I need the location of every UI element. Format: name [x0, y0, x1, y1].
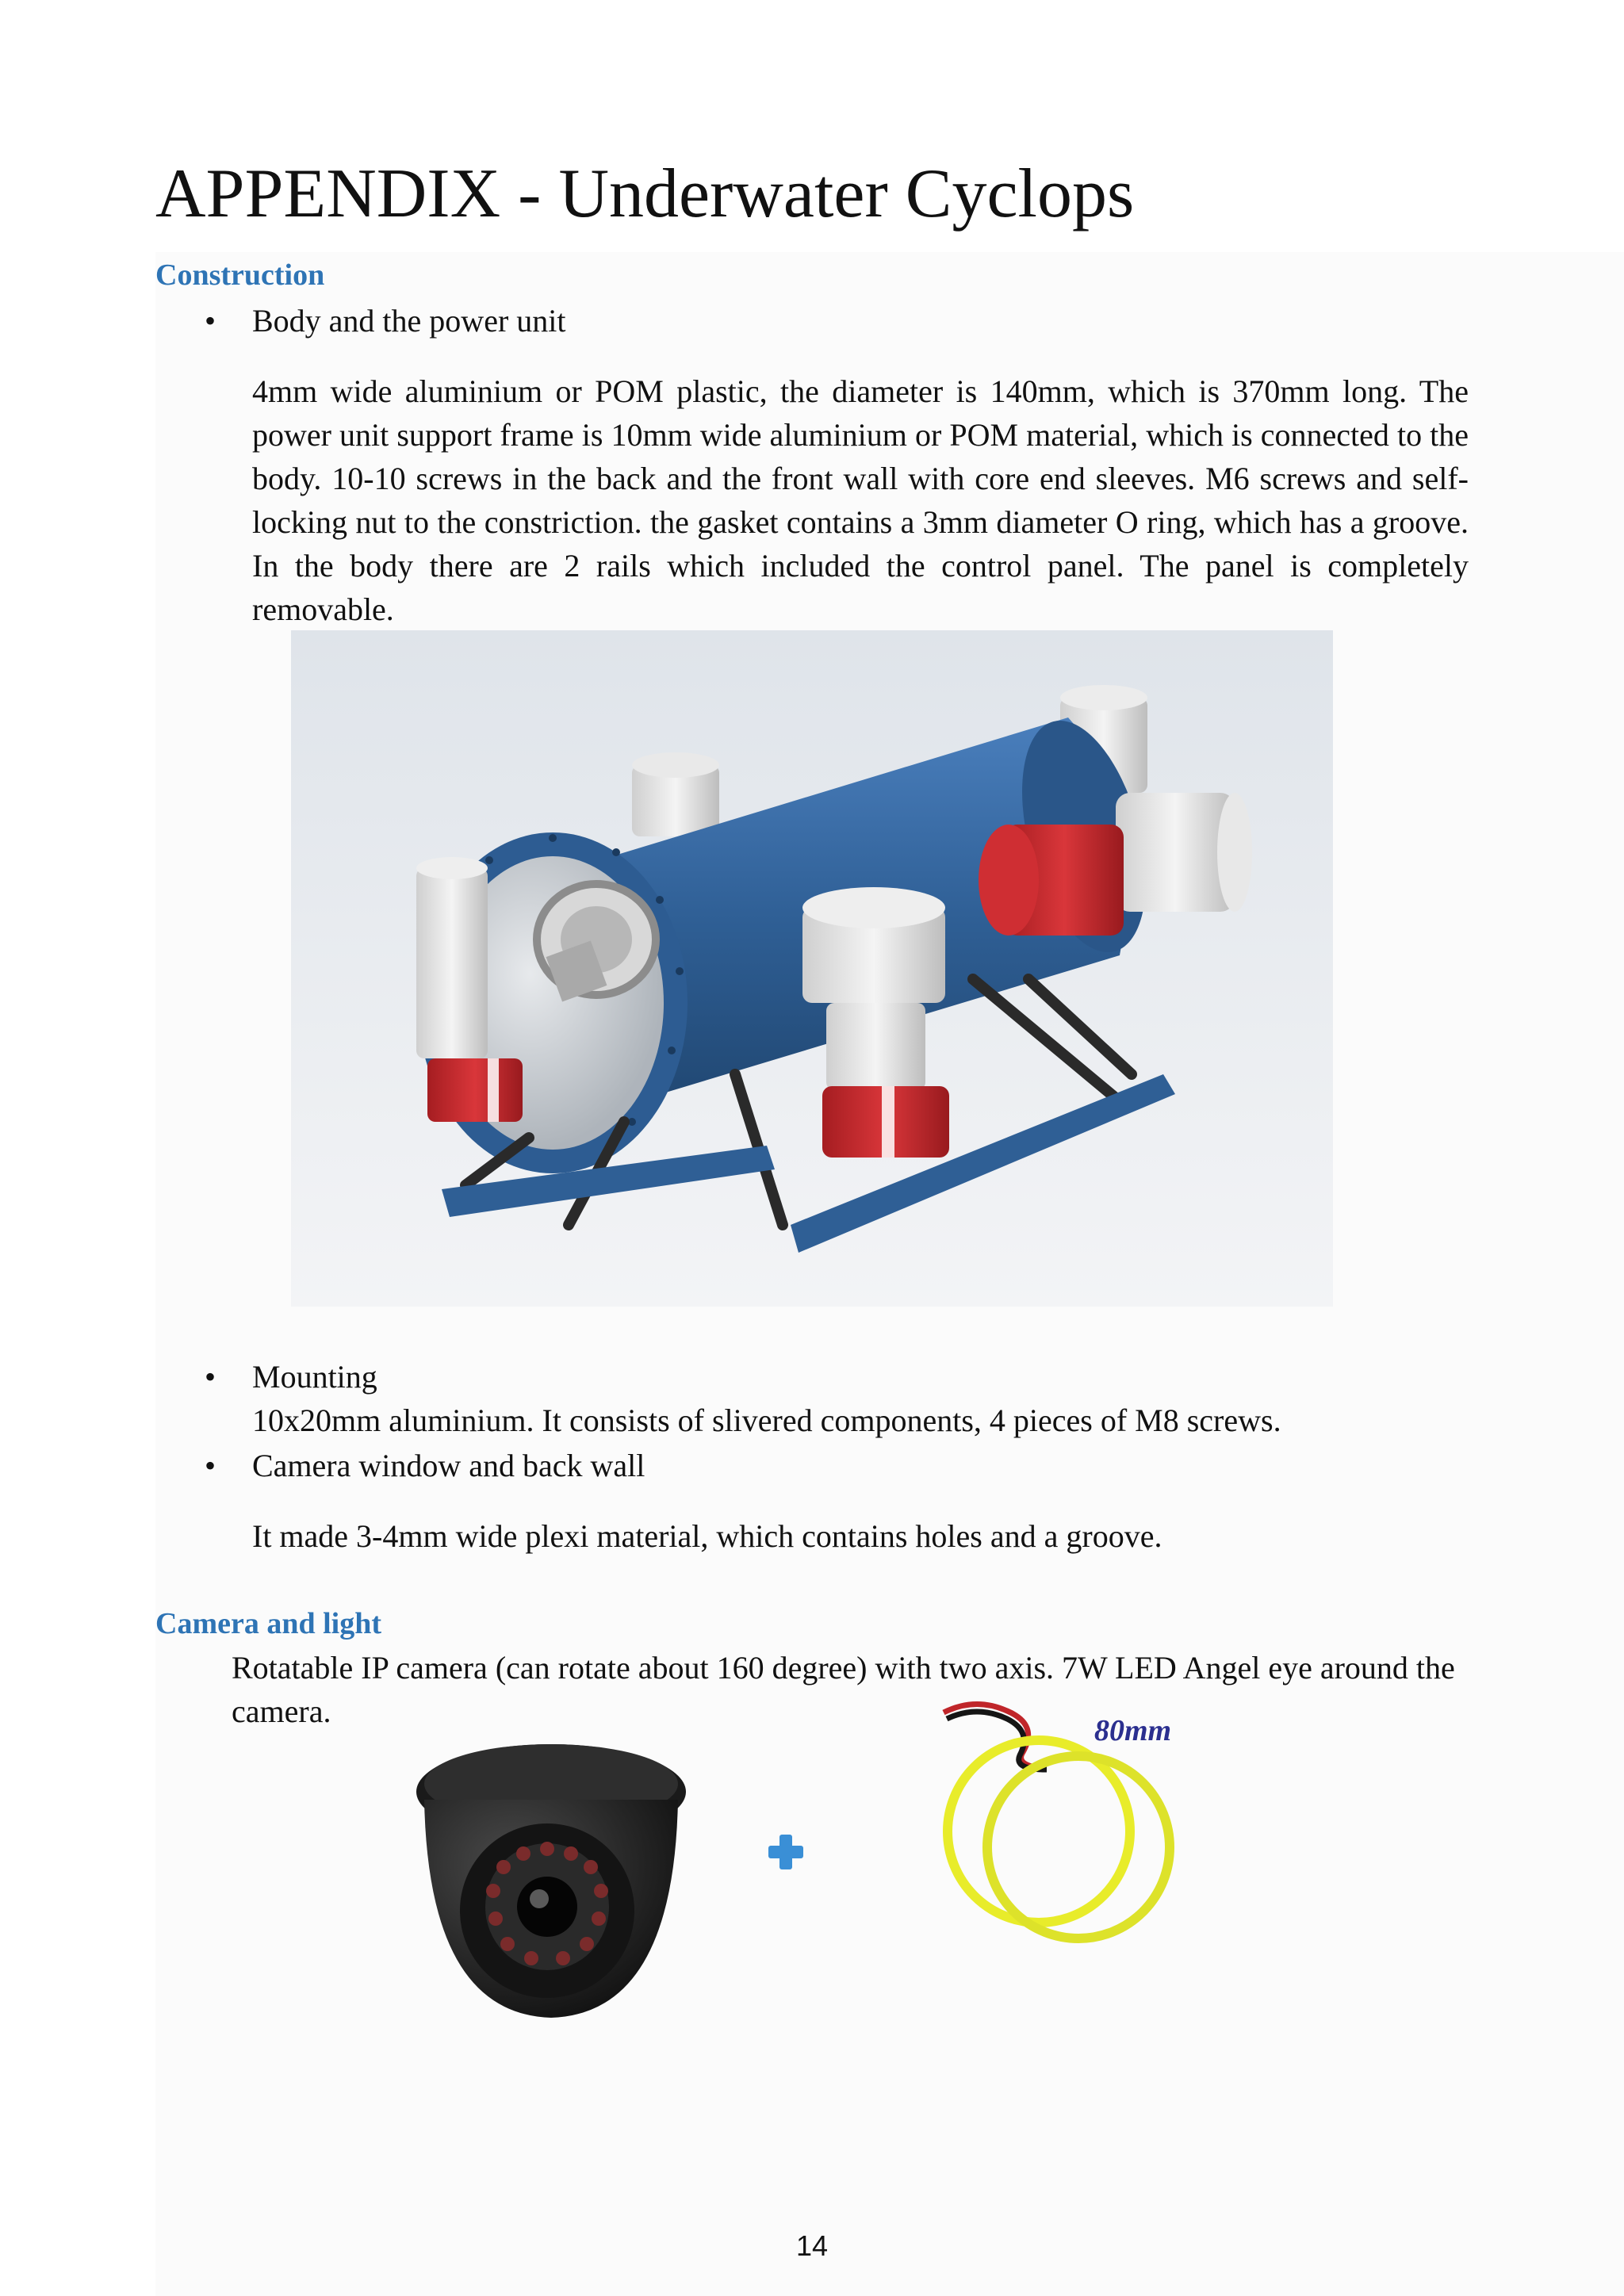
ring-size-label: 80mm — [1094, 1714, 1172, 1747]
camera-light-text: Rotatable IP camera (can rotate about 160 degree) with two axis. 7W LED Angel eye around the camera. — [232, 1650, 1455, 1729]
mounting-item-text: 10x20mm aluminium. It consists of slivered components, 4 pieces of M8 screws. — [252, 1402, 1281, 1438]
body-item-text: 4mm wide aluminium or POM plastic, the diameter is 140mm, which is 370mm long. The power unit support frame is 10mm wide aluminium or POM material, which is connected to the body. 10-10 screws in the back and the front wall with core end sleeves. M6 screws and self-locking nut to the constriction. the gasket contains a 3mm diameter O ring, which has a groove. In the body there are 2 rails which included the control panel. The panel is completely removable. — [252, 373, 1469, 627]
camera-light-heading: Camera and light — [155, 1607, 381, 1640]
body-item-label: Body and the power unit — [252, 303, 566, 339]
bullet-dot: • — [205, 1448, 216, 1483]
window-item-label: Camera window and back wall — [252, 1448, 645, 1483]
mounting-item-label: Mounting — [252, 1359, 377, 1395]
plus-icon — [766, 1832, 806, 1872]
page-number: 14 — [795, 2229, 829, 2262]
rov-render-image — [291, 630, 1333, 1307]
bullet-dot: • — [205, 303, 216, 339]
ip-camera-image — [412, 1728, 690, 2022]
window-item-text: It made 3-4mm wide plexi material, which contains holes and a groove. — [252, 1518, 1162, 1554]
bullet-dot: • — [205, 1359, 216, 1395]
page-title: APPENDIX - Underwater Cyclops — [155, 155, 1135, 232]
construction-heading: Construction — [155, 258, 325, 292]
